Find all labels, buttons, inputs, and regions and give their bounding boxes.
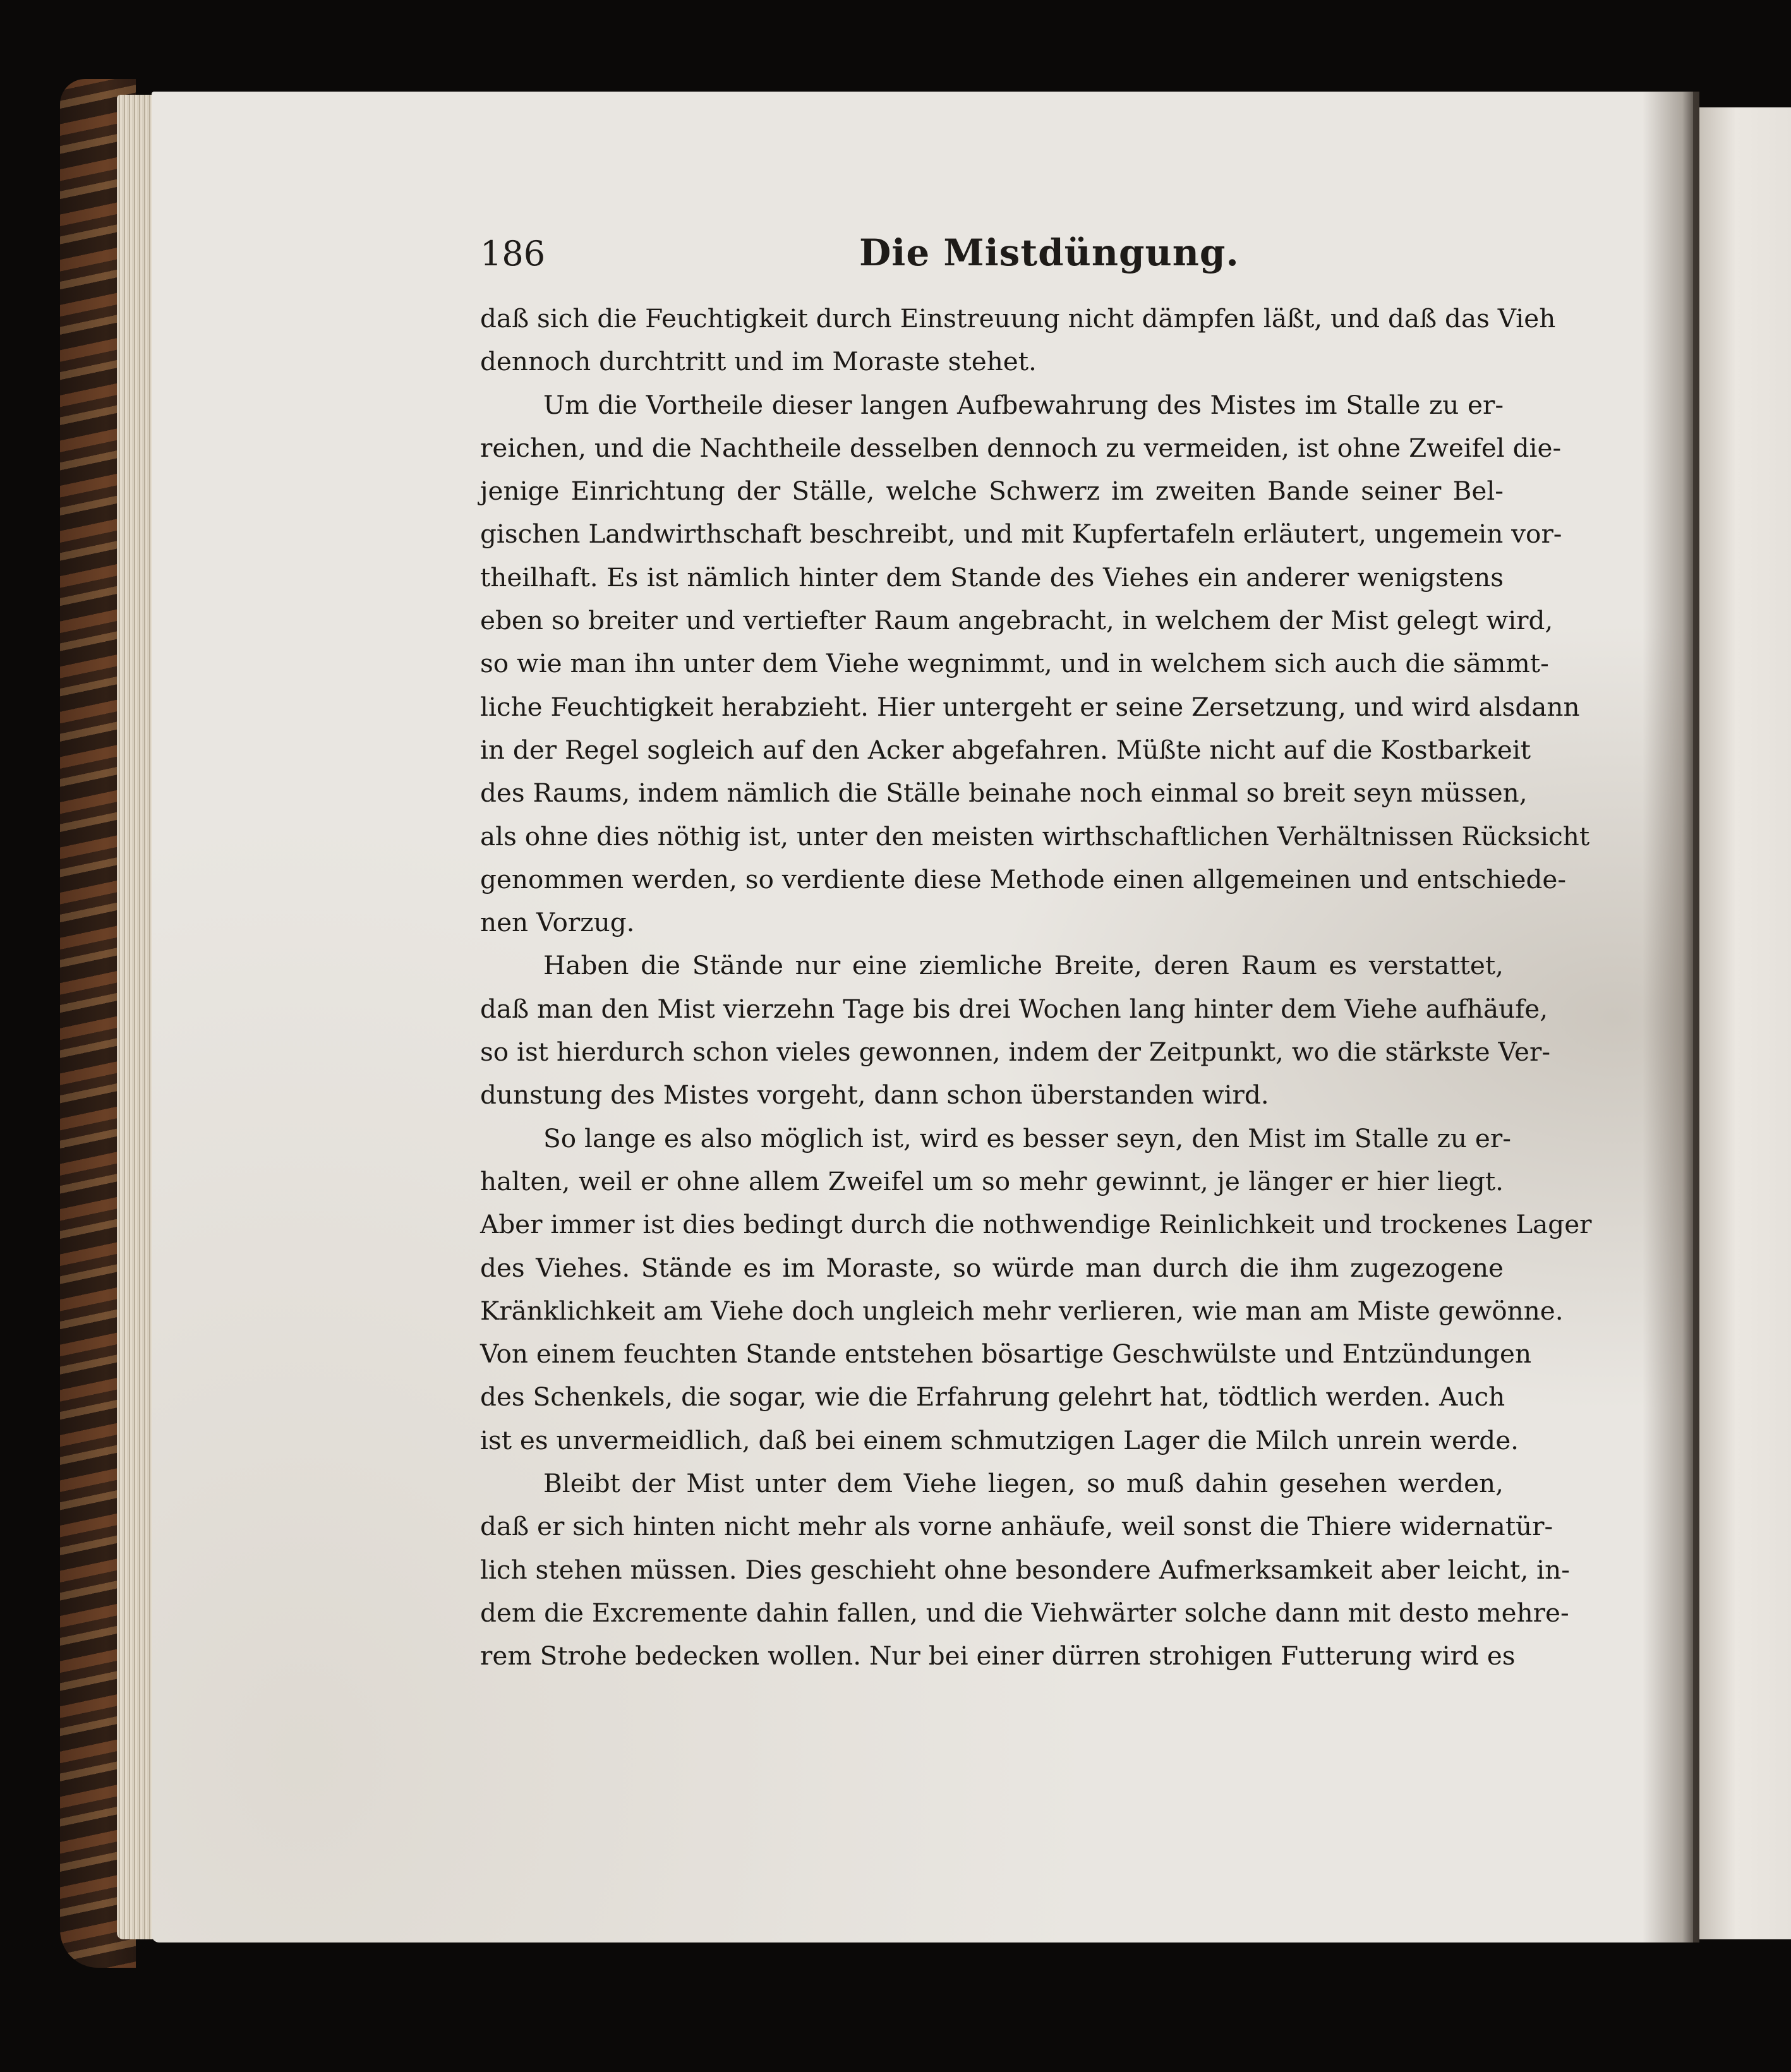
text-line: rem Strohe bedecken wollen. Nur bei einer dürren strohigen Futterung wird es bbox=[480, 1641, 1516, 1671]
text-line: reichen, und die Nachtheile desselben dennoch zu vermeiden, ist ohne Zweifel die- bbox=[480, 432, 1562, 463]
text-line: So lange es also möglich ist, wird es besser seyn, den Mist im Stalle zu er- bbox=[543, 1123, 1511, 1153]
text-line: dem die Excremente dahin fallen, und die Viehwärter solche dann mit desto mehre- bbox=[480, 1597, 1569, 1628]
text-line: als ohne dies nöthig ist, unter den meisten wirthschaftlichen Verhältnissen Rücksicht bbox=[480, 821, 1590, 852]
text-line: so ist hierdurch schon vieles gewonnen, indem der Zeitpunkt, wo die stärkste Ver- bbox=[480, 1037, 1550, 1068]
text-line: Bleibt der Mist unter dem Viehe liegen, so muß dahin gesehen werden, bbox=[543, 1468, 1504, 1499]
text-line: daß er sich hinten nicht mehr als vorne anhäufe, weil sonst die Thiere widernatür- bbox=[480, 1511, 1553, 1542]
text-line: des Schenkels, die sogar, wie die Erfahrung gelehrt hat, tödtlich werden. Auch bbox=[480, 1382, 1505, 1412]
text-line: Von einem feuchten Stande entstehen bösartige Geschwülste und Entzündungen bbox=[480, 1339, 1532, 1370]
text-line: Kränklichkeit am Viehe doch ungleich mehr verlieren, wie man am Miste gewönne. bbox=[480, 1295, 1564, 1326]
text-line: daß sich die Feuchtigkeit durch Einstreuung nicht dämpfen läßt, und daß das Vieh bbox=[480, 303, 1556, 334]
text-line: nen Vorzug. bbox=[480, 907, 635, 938]
running-head bbox=[480, 231, 1504, 291]
facing-page-edge bbox=[1699, 107, 1791, 1939]
text-line: daß man den Mist vierzehn Tage bis drei Wochen lang hinter dem Viehe aufhäufe, bbox=[480, 993, 1548, 1024]
text-line: eben so breiter und vertiefter Raum angebracht, in welchem der Mist gelegt wird, bbox=[480, 605, 1553, 636]
text-line: Haben die Stände nur eine ziemliche Breite, deren Raum es verstattet, bbox=[543, 950, 1504, 981]
text-line: ist es unvermeidlich, daß bei einem schmutzigen Lager die Milch unrein werde. bbox=[480, 1424, 1519, 1455]
text-line: so wie man ihn unter dem Viehe wegnimmt, und in welchem sich auch die sämmt- bbox=[480, 648, 1549, 679]
text-line: genommen werden, so verdiente diese Methode einen allgemeinen und entschiede- bbox=[480, 864, 1567, 894]
text-line: dunstung des Mistes vorgeht, dann schon überstanden wird. bbox=[480, 1080, 1269, 1111]
text-line: gischen Landwirthschaft beschreibt, und mit Kupfertafeln erläutert, ungemein vor- bbox=[480, 519, 1562, 550]
text-line: lich stehen müssen. Dies geschieht ohne besondere Aufmerksamkeit aber leicht, in- bbox=[480, 1554, 1570, 1585]
text-line: jenige Einrichtung der Ställe, welche Schwerz im zweiten Bande seiner Bel- bbox=[480, 476, 1504, 507]
page-number: 186 bbox=[480, 234, 546, 274]
text-line: theilhaft. Es ist nämlich hinter dem Stande des Viehes ein anderer wenigstens bbox=[480, 562, 1504, 593]
text-line: des Viehes. Stände es im Moraste, so würde man durch die ihm zugezogene bbox=[480, 1252, 1504, 1283]
text-line: Aber immer ist dies bedingt durch die nothwendige Reinlichkeit und trockenes Lager bbox=[480, 1209, 1592, 1240]
text-line: halten, weil er ohne allem Zweifel um so mehr gewinnt, je länger er hier liegt. bbox=[480, 1166, 1504, 1196]
page-title: Die Mistdüngung. bbox=[859, 231, 1239, 274]
page-gutter-shadow bbox=[1643, 92, 1699, 1942]
text-line: in der Regel sogleich auf den Acker abgefahren. Müßte nicht auf die Kostbarkeit bbox=[480, 734, 1531, 765]
text-line: des Raums, indem nämlich die Ställe beinahe noch einmal so breit seyn müssen, bbox=[480, 778, 1528, 809]
text-line: liche Feuchtigkeit herabzieht. Hier untergeht er seine Zersetzung, und wird alsdann bbox=[480, 691, 1580, 722]
body-text bbox=[480, 297, 1592, 1678]
text-line: dennoch durchtritt und im Moraste stehet. bbox=[480, 346, 1037, 377]
text-line: Um die Vortheile dieser langen Aufbewahrung des Mistes im Stalle zu er- bbox=[543, 389, 1504, 420]
